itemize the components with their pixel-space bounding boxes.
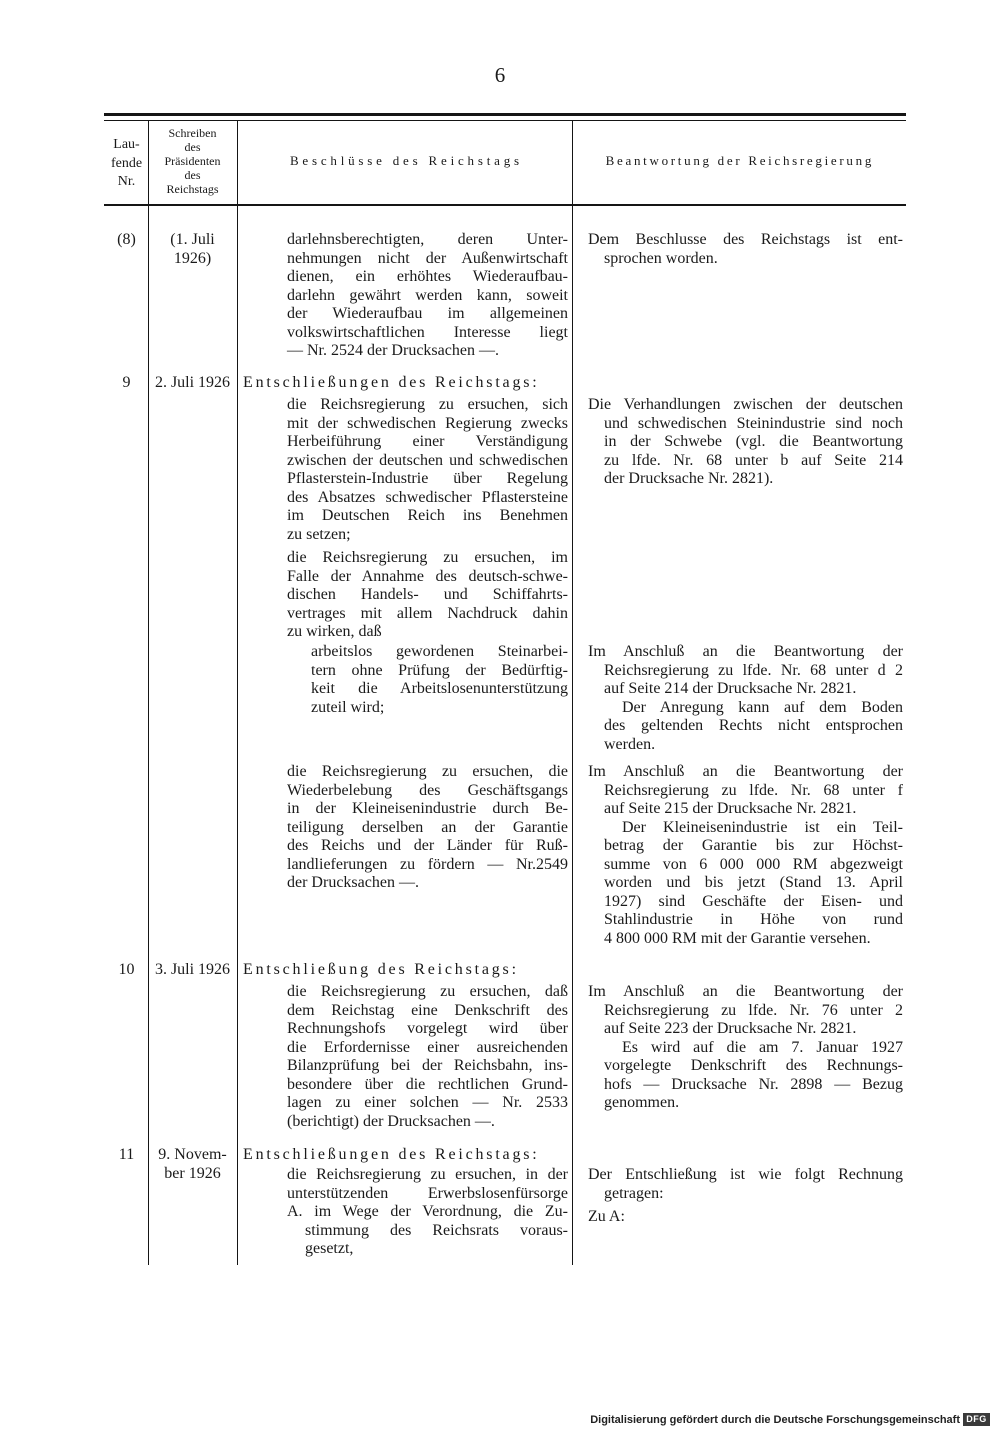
- response-line: 4 800 000 RM mit der Garantie versehen.: [604, 929, 871, 947]
- resolution-line: darlehnsberechtigten, deren Unter-: [287, 231, 568, 248]
- response-text: [588, 231, 903, 268]
- top-rule-thin: [104, 120, 906, 121]
- response-line: sprochen worden.: [604, 249, 718, 267]
- header-label-line: des: [184, 168, 201, 182]
- response-line: Es wird auf die am 7. Januar 1927: [622, 1038, 903, 1056]
- response-line: Stahlindustrie in Höhe von rund: [604, 911, 903, 928]
- resolution-line: dem Reichstag eine Denkschrift des: [287, 1001, 568, 1019]
- resolution-heading: Entschließung des Reichstags:: [243, 961, 519, 978]
- response-line: getragen:: [604, 1184, 664, 1202]
- resolution-text: [287, 549, 568, 642]
- header-resolutions: Beschlüsse des Reichstags: [289, 153, 523, 168]
- response-text: [588, 1166, 903, 1227]
- resolution-line: die Reichsregierung zu ersuchen, in der: [287, 1166, 568, 1183]
- letter-date-line: 3. Juli 1926: [154, 961, 231, 978]
- response-line: summe von 6 000 000 RM abgezweigt: [604, 855, 903, 873]
- response-line: Der Anregung kann auf dem Boden: [622, 698, 903, 716]
- resolution-line: besondere über die rechtlichen Grund-: [287, 1075, 568, 1093]
- header-label-line: des: [184, 140, 201, 154]
- header-label-line: Nr.: [117, 174, 136, 189]
- header-bottom-rule: [104, 204, 906, 206]
- resolution-line: die Reichsregierung zu ersuchen, daß: [287, 983, 568, 1000]
- resolution-line: landlieferungen zu fördern — Nr.2549: [287, 855, 568, 873]
- row-number: 9: [122, 374, 131, 391]
- resolution-line: tern ohne Prüfung der Bedürftig-: [311, 661, 568, 679]
- resolution-line: — Nr. 2524 der Drucksachen —.: [287, 342, 499, 359]
- resolution-line: Wiederbelebung des Geschäftsgangs: [287, 781, 568, 799]
- response-text: [588, 643, 903, 754]
- letter-date: [148, 961, 237, 980]
- letter-date: [148, 374, 237, 393]
- letter-date-line: 2. Juli 1926: [154, 374, 231, 391]
- resolution-line: in der Kleineisenindustrie durch Be-: [287, 800, 568, 817]
- top-rule-thick: [104, 113, 906, 116]
- resolution-text: [287, 396, 568, 544]
- response-line: betrag der Garantie bis zur Höchst-: [604, 837, 903, 854]
- letter-date-line: 9. Novem-: [158, 1146, 227, 1163]
- resolution-line: unterstützenden Erwerbslosenfürsorge: [287, 1184, 568, 1202]
- response-line: in der Schwebe (vgl. die Beantwortung: [604, 433, 903, 450]
- resolution-line: darlehn gewährt werden kann, soweit: [287, 286, 568, 304]
- resolution-line: dienen, ein erhöhtes Wiederaufbau-: [287, 268, 568, 285]
- resolution-text: [287, 1166, 568, 1203]
- response-line: auf Seite 223 der Drucksache Nr. 2821.: [604, 1020, 857, 1037]
- response-line: genommen.: [604, 1094, 680, 1111]
- header-label-line: Präsidenten: [164, 154, 221, 168]
- resolution-line: der Drucksachen —.: [287, 874, 419, 891]
- header-label-line: Reichstags: [166, 182, 219, 196]
- resolution-line: zuteil wird;: [311, 698, 385, 716]
- response-line: Im Anschluß an die Beantwortung der: [588, 643, 903, 660]
- header-running-number: [105, 136, 148, 192]
- response-line: Die Verhandlungen zwischen der deutschen: [588, 396, 903, 413]
- footer-credit: Digitalisierung gefördert durch die Deutsche Forschungsgemeinschaft: [590, 1414, 960, 1426]
- response-line: 1927) sind Geschäfte der Eisen- und: [604, 892, 903, 910]
- column-rule: [237, 121, 238, 1265]
- header-president-letter: [148, 126, 237, 196]
- resolution-line: arbeitslos gewordenen Steinarbei-: [311, 643, 568, 660]
- response-line: Reichsregierung zu lfde. Nr. 76 unter 2: [604, 1001, 903, 1019]
- resolution-line: mit der schwedischen Regierung zwecks: [287, 414, 568, 432]
- resolution-heading: Entschließungen des Reichstags:: [243, 374, 540, 391]
- resolution-line: gesetzt,: [305, 1240, 354, 1257]
- resolution-line: die Reichsregierung zu ersuchen, die: [287, 763, 568, 780]
- header-government-response: Beantwortung der Reichsregierung: [605, 153, 875, 168]
- response-text: [588, 763, 903, 948]
- resolution-subclause: [311, 643, 568, 717]
- response-line: Im Anschluß an die Beantwortung der: [588, 763, 903, 780]
- column-rule: [572, 121, 573, 1265]
- letter-date: [148, 1146, 237, 1183]
- resolution-text: [287, 231, 568, 361]
- resolution-heading: Entschließungen des Reichstags:: [243, 1146, 540, 1163]
- resolution-line: die Reichsregierung zu ersuchen, sich: [287, 396, 568, 413]
- response-line: Der Kleineisenindustrie ist ein Teil-: [622, 818, 903, 836]
- letter-date-line: (1. Juli: [170, 231, 215, 248]
- resolution-line: Bilanzprüfung bei der Reichsbahn, ins-: [287, 1057, 568, 1074]
- header-label-line: fende: [110, 155, 143, 171]
- dfg-logo: DFG: [963, 1413, 990, 1426]
- resolution-line: volkswirtschaftlichen Interesse liegt: [287, 323, 568, 341]
- resolution-text: [287, 983, 568, 1131]
- resolution-line: Pflasterstein-Industrie über Regelung: [287, 470, 568, 487]
- response-line: der Drucksache Nr. 2821).: [604, 470, 774, 487]
- response-text: [588, 396, 903, 489]
- response-line: des geltenden Rechts nicht entsprochen: [604, 717, 903, 734]
- resolution-line: der Wiederaufbau im allgemeinen: [287, 305, 568, 322]
- resolution-line: Rechnungshofs vorgelegt wird über: [287, 1020, 568, 1037]
- response-line: werden.: [604, 735, 656, 753]
- resolution-line: keit die Arbeitslosenunterstützung: [311, 680, 568, 697]
- response-line: Dem Beschlusse des Reichstags ist ent-: [588, 231, 903, 248]
- resolution-line: Falle der Annahme des deutsch-schwe-: [287, 567, 568, 585]
- response-line: und schwedischen Steinindustrie sind noch: [604, 414, 903, 432]
- resolution-line: lagen zu einer solchen — Nr. 2533: [287, 1094, 568, 1111]
- resolution-line: stimmung des Reichsrats voraus-: [305, 1221, 568, 1239]
- resolution-line: des Absatzes schwedischer Pflastersteine: [287, 488, 568, 506]
- letter-date-line: 1926): [173, 249, 212, 267]
- row-number: 11: [118, 1146, 135, 1163]
- resolution-line: zu wirken, daß: [287, 623, 382, 640]
- response-line: Zu A:: [588, 1208, 625, 1225]
- response-line: auf Seite 215 der Drucksache Nr. 2821.: [604, 800, 857, 817]
- response-line: Reichsregierung zu lfde. Nr. 68 unter f: [604, 781, 903, 799]
- header-label-line: Lau-: [113, 137, 140, 152]
- letter-date: [148, 231, 237, 268]
- resolution-line: (berichtigt) der Drucksachen —.: [287, 1112, 495, 1130]
- row-number: 10: [118, 961, 135, 978]
- response-text: [588, 983, 903, 1113]
- page-number: 6: [494, 63, 506, 87]
- response-line: Reichsregierung zu lfde. Nr. 68 unter d 2: [604, 661, 903, 679]
- response-line: auf Seite 214 der Drucksache Nr. 2821.: [604, 680, 857, 697]
- resolution-line: Herbeiführung einer Verständigung: [287, 433, 568, 450]
- response-line: Im Anschluß an die Beantwortung der: [588, 983, 903, 1000]
- letter-date-line: ber 1926: [164, 1164, 221, 1182]
- resolution-line: zu setzen;: [287, 525, 351, 543]
- row-number: (8): [117, 231, 136, 248]
- resolution-line: zwischen der deutschen und schwedischen: [287, 451, 568, 469]
- response-line: Der Entschließung ist wie folgt Rechnung: [588, 1166, 903, 1183]
- resolution-line: A. im Wege der Verordnung, die Zu-: [287, 1203, 568, 1220]
- resolution-line: teiligung derselben an der Garantie: [287, 818, 568, 836]
- resolution-line: vertrages mit allem Nachdruck dahin: [287, 604, 568, 622]
- resolution-line: des Reichs und der Länder für Ruß-: [287, 837, 568, 854]
- resolution-line: dischen Handels- und Schiffahrts-: [287, 586, 568, 603]
- resolution-item-a: [287, 1203, 568, 1259]
- response-line: vorgelegte Denkschrift des Rechnungs-: [604, 1057, 903, 1074]
- resolution-line: die Erfordernisse einer ausreichenden: [287, 1038, 568, 1056]
- column-rule: [148, 121, 149, 1265]
- resolution-line: im Deutschen Reich ins Benehmen: [287, 507, 568, 524]
- response-line: zu lfde. Nr. 68 unter b auf Seite 214: [604, 451, 903, 469]
- header-label-line: Schreiben: [168, 126, 217, 140]
- response-line: hofs — Drucksache Nr. 2898 — Bezug: [604, 1075, 903, 1093]
- resolution-text: [287, 763, 568, 893]
- resolution-line: die Reichsregierung zu ersuchen, im: [287, 549, 568, 566]
- resolution-line: nehmungen nicht der Außenwirtschaft: [287, 249, 568, 267]
- response-line: worden und bis jetzt (Stand 13. April: [604, 874, 903, 891]
